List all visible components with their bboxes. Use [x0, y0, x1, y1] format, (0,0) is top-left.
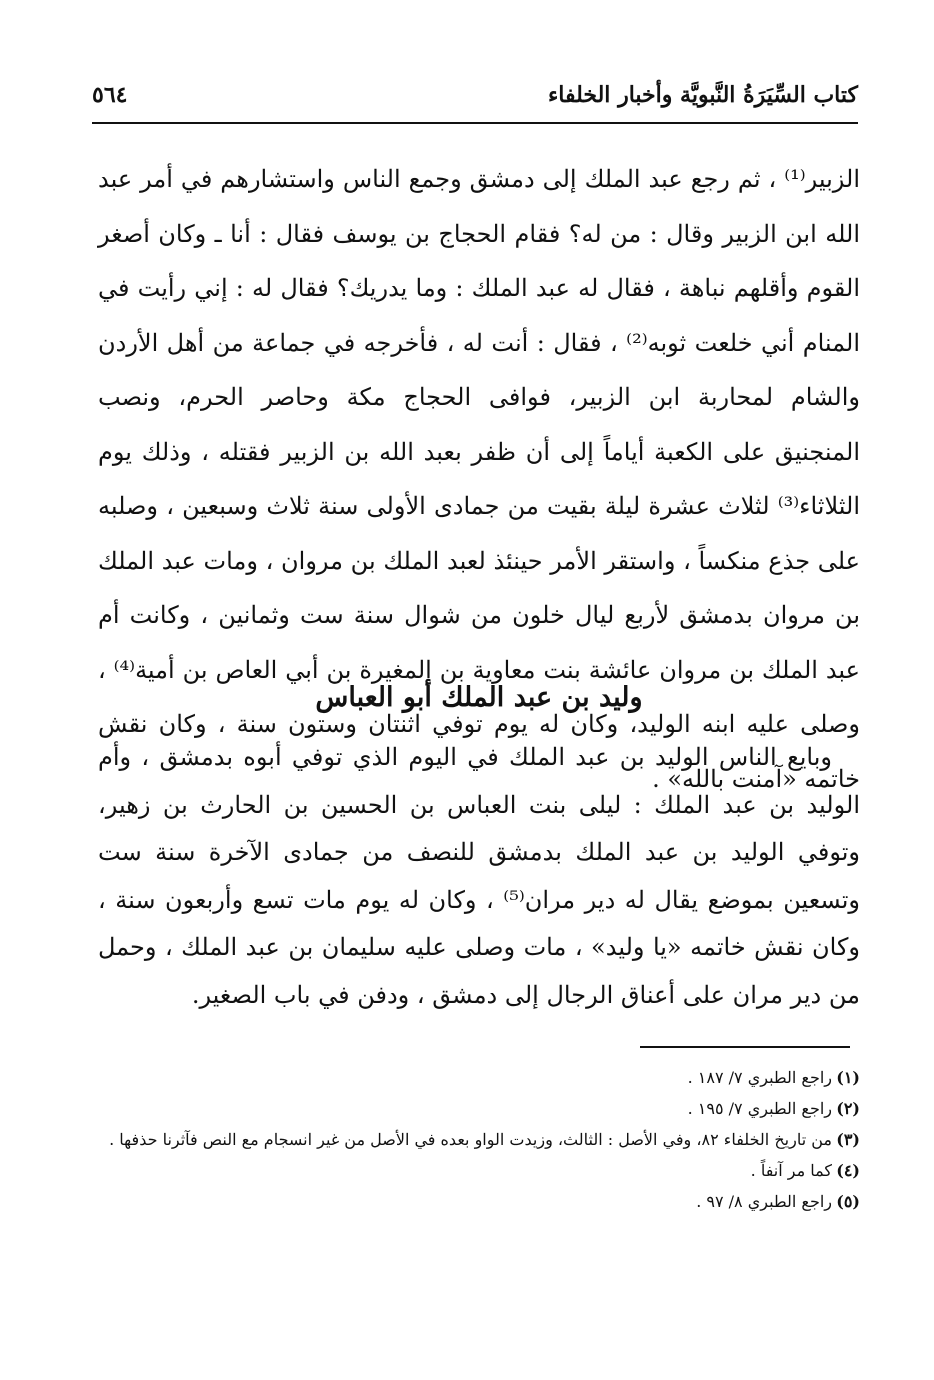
- footnote-rule: [640, 1046, 850, 1048]
- footnote-text: من تاريخ الخلفاء ٨٢، وفي الأصل : الثالث، وزيدت الواو بعده في الأصل من غير انسجام مع النص فآثرنا حذفها .: [109, 1130, 832, 1149]
- footnote-text: راجع الطبري ٨/ ٩٧ .: [696, 1192, 832, 1211]
- footnotes: [96, 1062, 860, 1217]
- footnote-5: [96, 1186, 860, 1217]
- footnote-1: [96, 1062, 860, 1093]
- footnote-2: [96, 1093, 860, 1124]
- page-header: [92, 82, 858, 124]
- section-heading: وليد بن عبد الملك أبو العباس: [315, 682, 643, 713]
- footnote-number: (٤): [836, 1161, 860, 1180]
- second-text-block: [98, 734, 860, 1019]
- footnote-4: [96, 1155, 860, 1186]
- running-title: كتاب السِّيَرَةُ النَّبويَّة وأخبار الخلفاء: [547, 82, 858, 108]
- paragraph-1: الزبير⁽¹⁾ ، ثم رجع عبد الملك إلى دمشق وجمع الناس واستشارهم في أمر عبد الله ابن الزبير وقال : من له؟ فقام الحجاج بن يوسف فقال : أنا ـ وكان أصغر القوم وأقلهم نباهة ، فقال له عبد الملك : وما يدريك؟ فقال له : إني رأيت في المنام أني خلعت ثوبه⁽²⁾ ، فقال : أنت له ، فأخرجه في جماعة من أهل الأردن والشام لمحاربة ابن الزبير، فوافى الحجاج مكة وحاصر الحرم، ونصب المنجنيق على الكعبة أياماً إلى أن ظفر بعبد الله بن الزبير فقتله ، وذلك يوم الثلاثاء⁽³⁾ لثلاث عشرة ليلة بقيت من جمادى الأولى سنة ثلاث وسبعين ، وصلبه على جذع منكساً ، واستقر الأمر حينئذ لعبد الملك بن مروان ، ومات عبد الملك بن مروان بدمشق لأربع ليال خلون من شوال سنة ست وثمانين ، وكانت أم عبد الملك بن مروان عائشة بنت معاوية بن المغيرة بن أبي العاص بن أمية⁽⁴⁾ ، وصلى عليه ابنه الوليد، وكان له يوم توفي اثنتان وستون سنة ، وكان نقش خاتمه «آمنت بالله» .: [98, 165, 860, 793]
- footnote-number: (١): [836, 1068, 860, 1087]
- footnote-3: [96, 1124, 860, 1155]
- footnote-number: (٣): [836, 1130, 860, 1149]
- footnote-number: (٢): [836, 1099, 860, 1118]
- footnote-text: راجع الطبري ٧/ ١٩٥ .: [687, 1099, 832, 1118]
- header-rule: [92, 122, 858, 124]
- footnote-text: كما مر آنفاً .: [750, 1161, 832, 1180]
- footnote-number: (٥): [836, 1192, 860, 1211]
- paragraph-2: وبايع الناس الوليد بن عبد الملك في اليوم الذي توفي أبوه بدمشق ، وأم الوليد بن عبد الملك : ليلى بنت العباس بن الحسين بن الحارث بن زهير، وتوفي الوليد بن عبد الملك بدمشق للنصف من جمادى الآخرة سنة ست وتسعين بموضع يقال له دير مران⁽⁵⁾ ، وكان له يوم مات تسع وأربعون سنة ، وكان نقش خاتمه «يا وليد» ، مات وصلى عليه سليمان بن عبد الملك ، وحمل من دير مران على أعناق الرجال إلى دمشق ، ودفن في باب الصغير.: [98, 743, 861, 1009]
- page-number: ٥٦٤: [92, 82, 128, 108]
- footnote-text: راجع الطبري ٧/ ١٨٧ .: [687, 1068, 832, 1087]
